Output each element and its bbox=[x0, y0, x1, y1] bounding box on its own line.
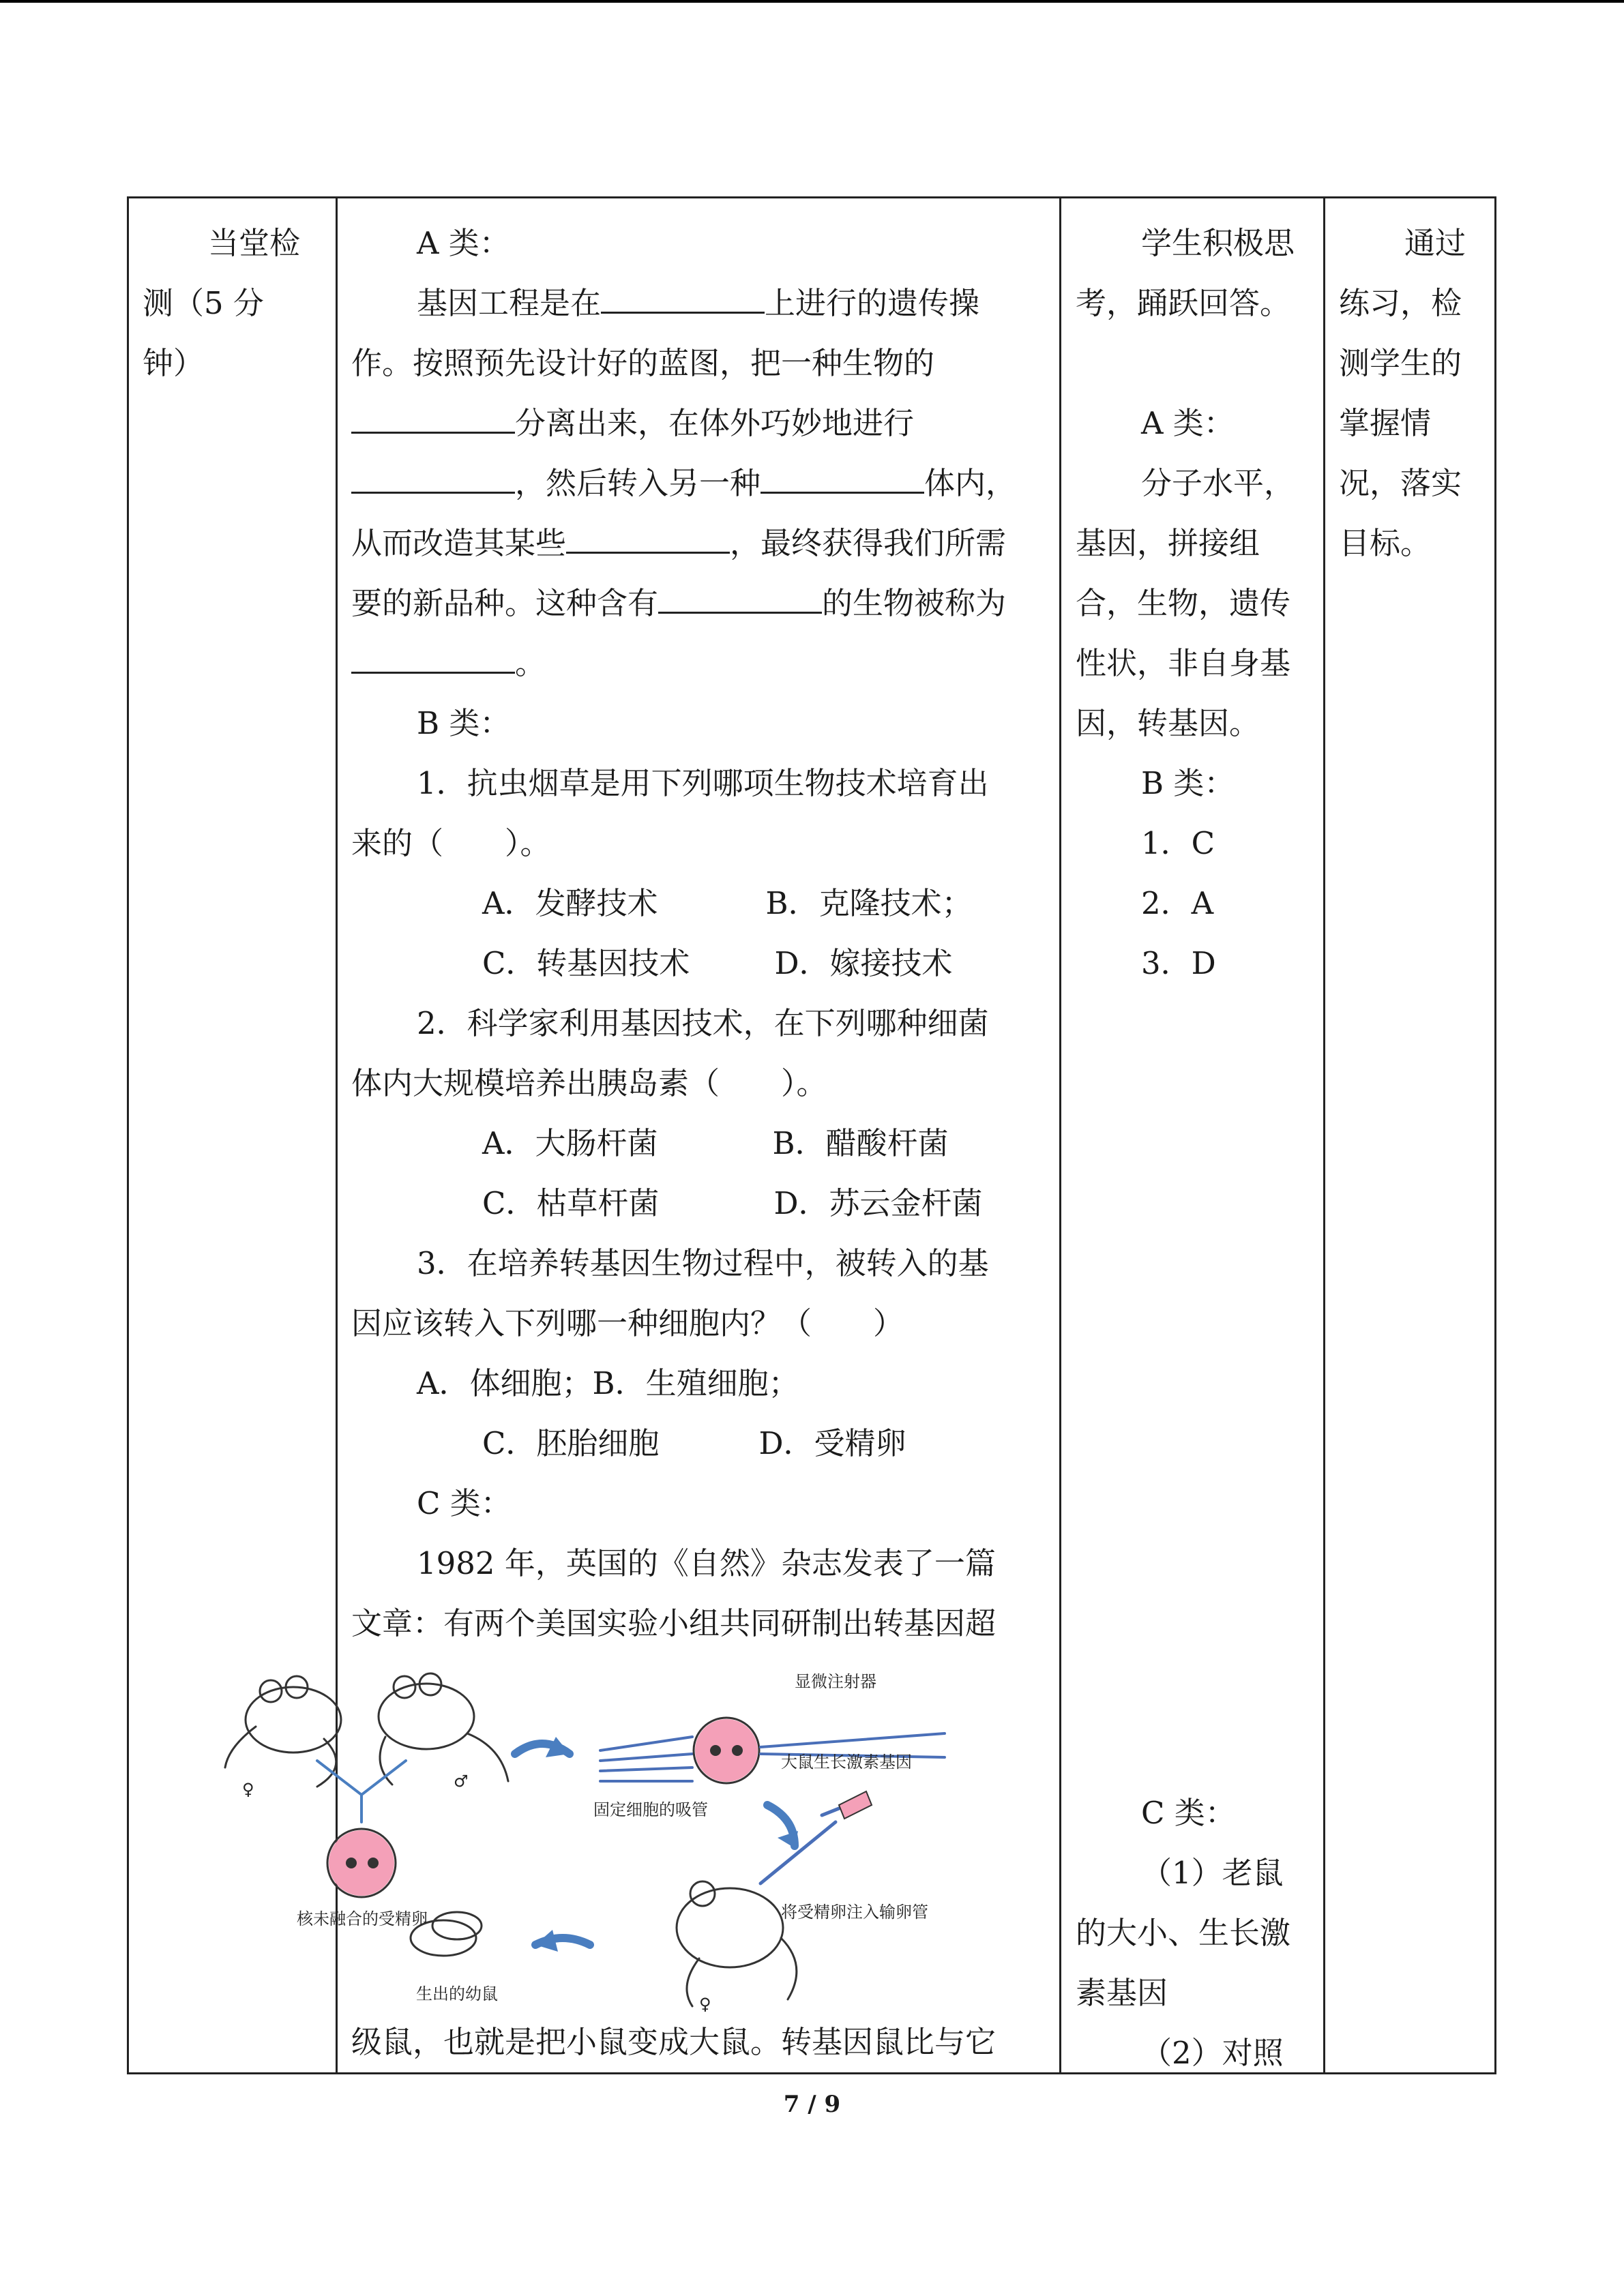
answer-text: 的大小、生长激 bbox=[1076, 1915, 1291, 1951]
fill-blank bbox=[351, 636, 515, 674]
option: C．胚胎细胞 bbox=[482, 1425, 660, 1461]
paragraph: 从而改造其某些 ，最终获得我们所需 bbox=[351, 513, 1054, 573]
paragraph: 级鼠，也就是把小鼠变成大鼠。转基因鼠比与它 bbox=[351, 2024, 996, 2060]
question-3-cont: 因应该转入下列哪一种细胞内？（ ） bbox=[351, 1305, 904, 1341]
fill-blank bbox=[351, 456, 515, 494]
top-border-line bbox=[0, 0, 1624, 3]
paragraph: 基因工程是在 上进行的遗传操 bbox=[351, 273, 1054, 333]
c-header: C 类： bbox=[1141, 1795, 1236, 1831]
paragraph: 文章：有两个美国实验小组共同研制出转基因超 bbox=[351, 1605, 996, 1641]
b-header: B 类： bbox=[417, 705, 511, 741]
options-row bbox=[351, 934, 1054, 994]
options-row bbox=[351, 874, 1054, 934]
answer-text: 2．A bbox=[1141, 885, 1214, 921]
b-header: B 类： bbox=[1141, 765, 1235, 801]
paragraph: 要的新品种。这种含有 的生物被称为 bbox=[351, 573, 1054, 633]
question-3: 3．在培养转基因生物过程中，被转入的基 bbox=[417, 1245, 989, 1281]
options-row bbox=[351, 1174, 1054, 1234]
fill-blank bbox=[566, 516, 730, 554]
section-label: 钟） bbox=[143, 345, 205, 381]
intent-text: 况，落实 bbox=[1339, 465, 1462, 501]
intent-text: 掌握情 bbox=[1339, 405, 1432, 441]
c-header: C 类： bbox=[417, 1485, 512, 1521]
answer-text: 1．C bbox=[1141, 825, 1215, 861]
merge-lines bbox=[317, 1761, 406, 1822]
option: D．受精卵 bbox=[758, 1425, 906, 1461]
question-2: 2．科学家利用基因技术，在下列哪种细菌 bbox=[417, 1005, 989, 1041]
question-1: 1．抗虫烟草是用下列哪项生物技术培育出 bbox=[417, 765, 989, 801]
recipient-mouse-icon bbox=[677, 1881, 797, 2006]
intent-text: 测学生的 bbox=[1339, 345, 1462, 381]
intent-text: 通过 bbox=[1404, 225, 1466, 261]
answer-text: （1）老鼠 bbox=[1141, 1855, 1284, 1891]
answer-text: （2）对照 bbox=[1141, 2035, 1284, 2071]
question-1-cont: 来的（ ）。 bbox=[351, 825, 551, 861]
option: B．醋酸杆菌 bbox=[772, 1125, 949, 1161]
options-row: A．体细胞；B．生殖细胞； bbox=[417, 1365, 799, 1401]
option: B．克隆技术； bbox=[765, 885, 973, 921]
male-symbol: ♂ bbox=[454, 1772, 469, 1791]
activity-text: 学生积极思 bbox=[1141, 225, 1295, 261]
page-number: 7 / 9 bbox=[783, 2091, 841, 2118]
section-label: 测（5 分 bbox=[143, 285, 264, 321]
paragraph: ，然后转入另一种 体内， bbox=[351, 453, 1054, 513]
fill-blank bbox=[351, 396, 515, 434]
design-intent-cell bbox=[1339, 198, 1493, 573]
option: D．苏云金杆菌 bbox=[773, 1185, 983, 1221]
fill-blank bbox=[601, 276, 765, 314]
question-2-cont: 体内大规模培养出胰岛素（ ）。 bbox=[351, 1065, 827, 1101]
paragraph: 1982 年，英国的《自然》杂志发表了一篇 bbox=[417, 1545, 996, 1581]
spacer bbox=[1076, 333, 1321, 393]
answer-text: 分子水平， bbox=[1141, 465, 1295, 501]
figure-label: 核未融合的受精卵 bbox=[297, 1909, 428, 1928]
intent-text: 练习，检 bbox=[1339, 285, 1462, 321]
a-header: A 类： bbox=[1141, 405, 1235, 441]
answer-text: 素基因 bbox=[1076, 1975, 1168, 2011]
column-divider bbox=[1059, 198, 1061, 2072]
answer-text: 性状，非自身基 bbox=[1076, 645, 1291, 681]
option: C．转基因技术 bbox=[482, 945, 690, 981]
answer-text: 因，转基因。 bbox=[1076, 705, 1260, 741]
figure-label: 生出的幼鼠 bbox=[416, 1984, 498, 2003]
paragraph: 。 bbox=[351, 633, 1054, 694]
transgenic-mouse-figure bbox=[222, 1658, 1040, 2024]
paragraph: 作。按照预先设计好的蓝图，把一种生物的 bbox=[351, 345, 935, 381]
figure-label: 显微注射器 bbox=[795, 1672, 876, 1691]
fill-blank bbox=[658, 576, 822, 614]
answer-text: 合，生物，遗传 bbox=[1076, 585, 1291, 621]
options-row bbox=[351, 1114, 1054, 1174]
intent-text: 目标。 bbox=[1339, 525, 1432, 561]
answer-text: 基因，拼接组 bbox=[1076, 525, 1260, 561]
female-symbol: ♀ bbox=[699, 1995, 711, 2014]
paragraph: 分离出来，在体外巧妙地进行 bbox=[351, 393, 1054, 453]
option: D．嫁接技术 bbox=[774, 945, 953, 981]
option: A．大肠杆菌 bbox=[482, 1125, 658, 1161]
a-header: A 类： bbox=[417, 225, 510, 261]
female-mouse-icon bbox=[225, 1676, 341, 1787]
options-row bbox=[351, 1414, 1054, 1474]
option: C．枯草杆菌 bbox=[482, 1185, 660, 1221]
holding-pipette-icon bbox=[600, 1737, 692, 1781]
figure-label: 固定细胞的吸管 bbox=[593, 1800, 708, 1819]
section-label: 当堂检 bbox=[208, 225, 301, 261]
female-symbol: ♀ bbox=[242, 1780, 254, 1799]
section-label-cell bbox=[143, 198, 334, 393]
figure-label: 大鼠生长激素基因 bbox=[781, 1753, 912, 1772]
column-divider bbox=[1323, 198, 1325, 2072]
option: A．发酵技术 bbox=[482, 885, 658, 921]
fill-blank bbox=[761, 456, 924, 494]
activity-text: 考，踊跃回答。 bbox=[1076, 285, 1291, 321]
student-activity-cell bbox=[1076, 198, 1321, 2071]
answer-text: 3．D bbox=[1141, 945, 1216, 981]
figure-label: 将受精卵注入输卵管 bbox=[781, 1903, 928, 1922]
